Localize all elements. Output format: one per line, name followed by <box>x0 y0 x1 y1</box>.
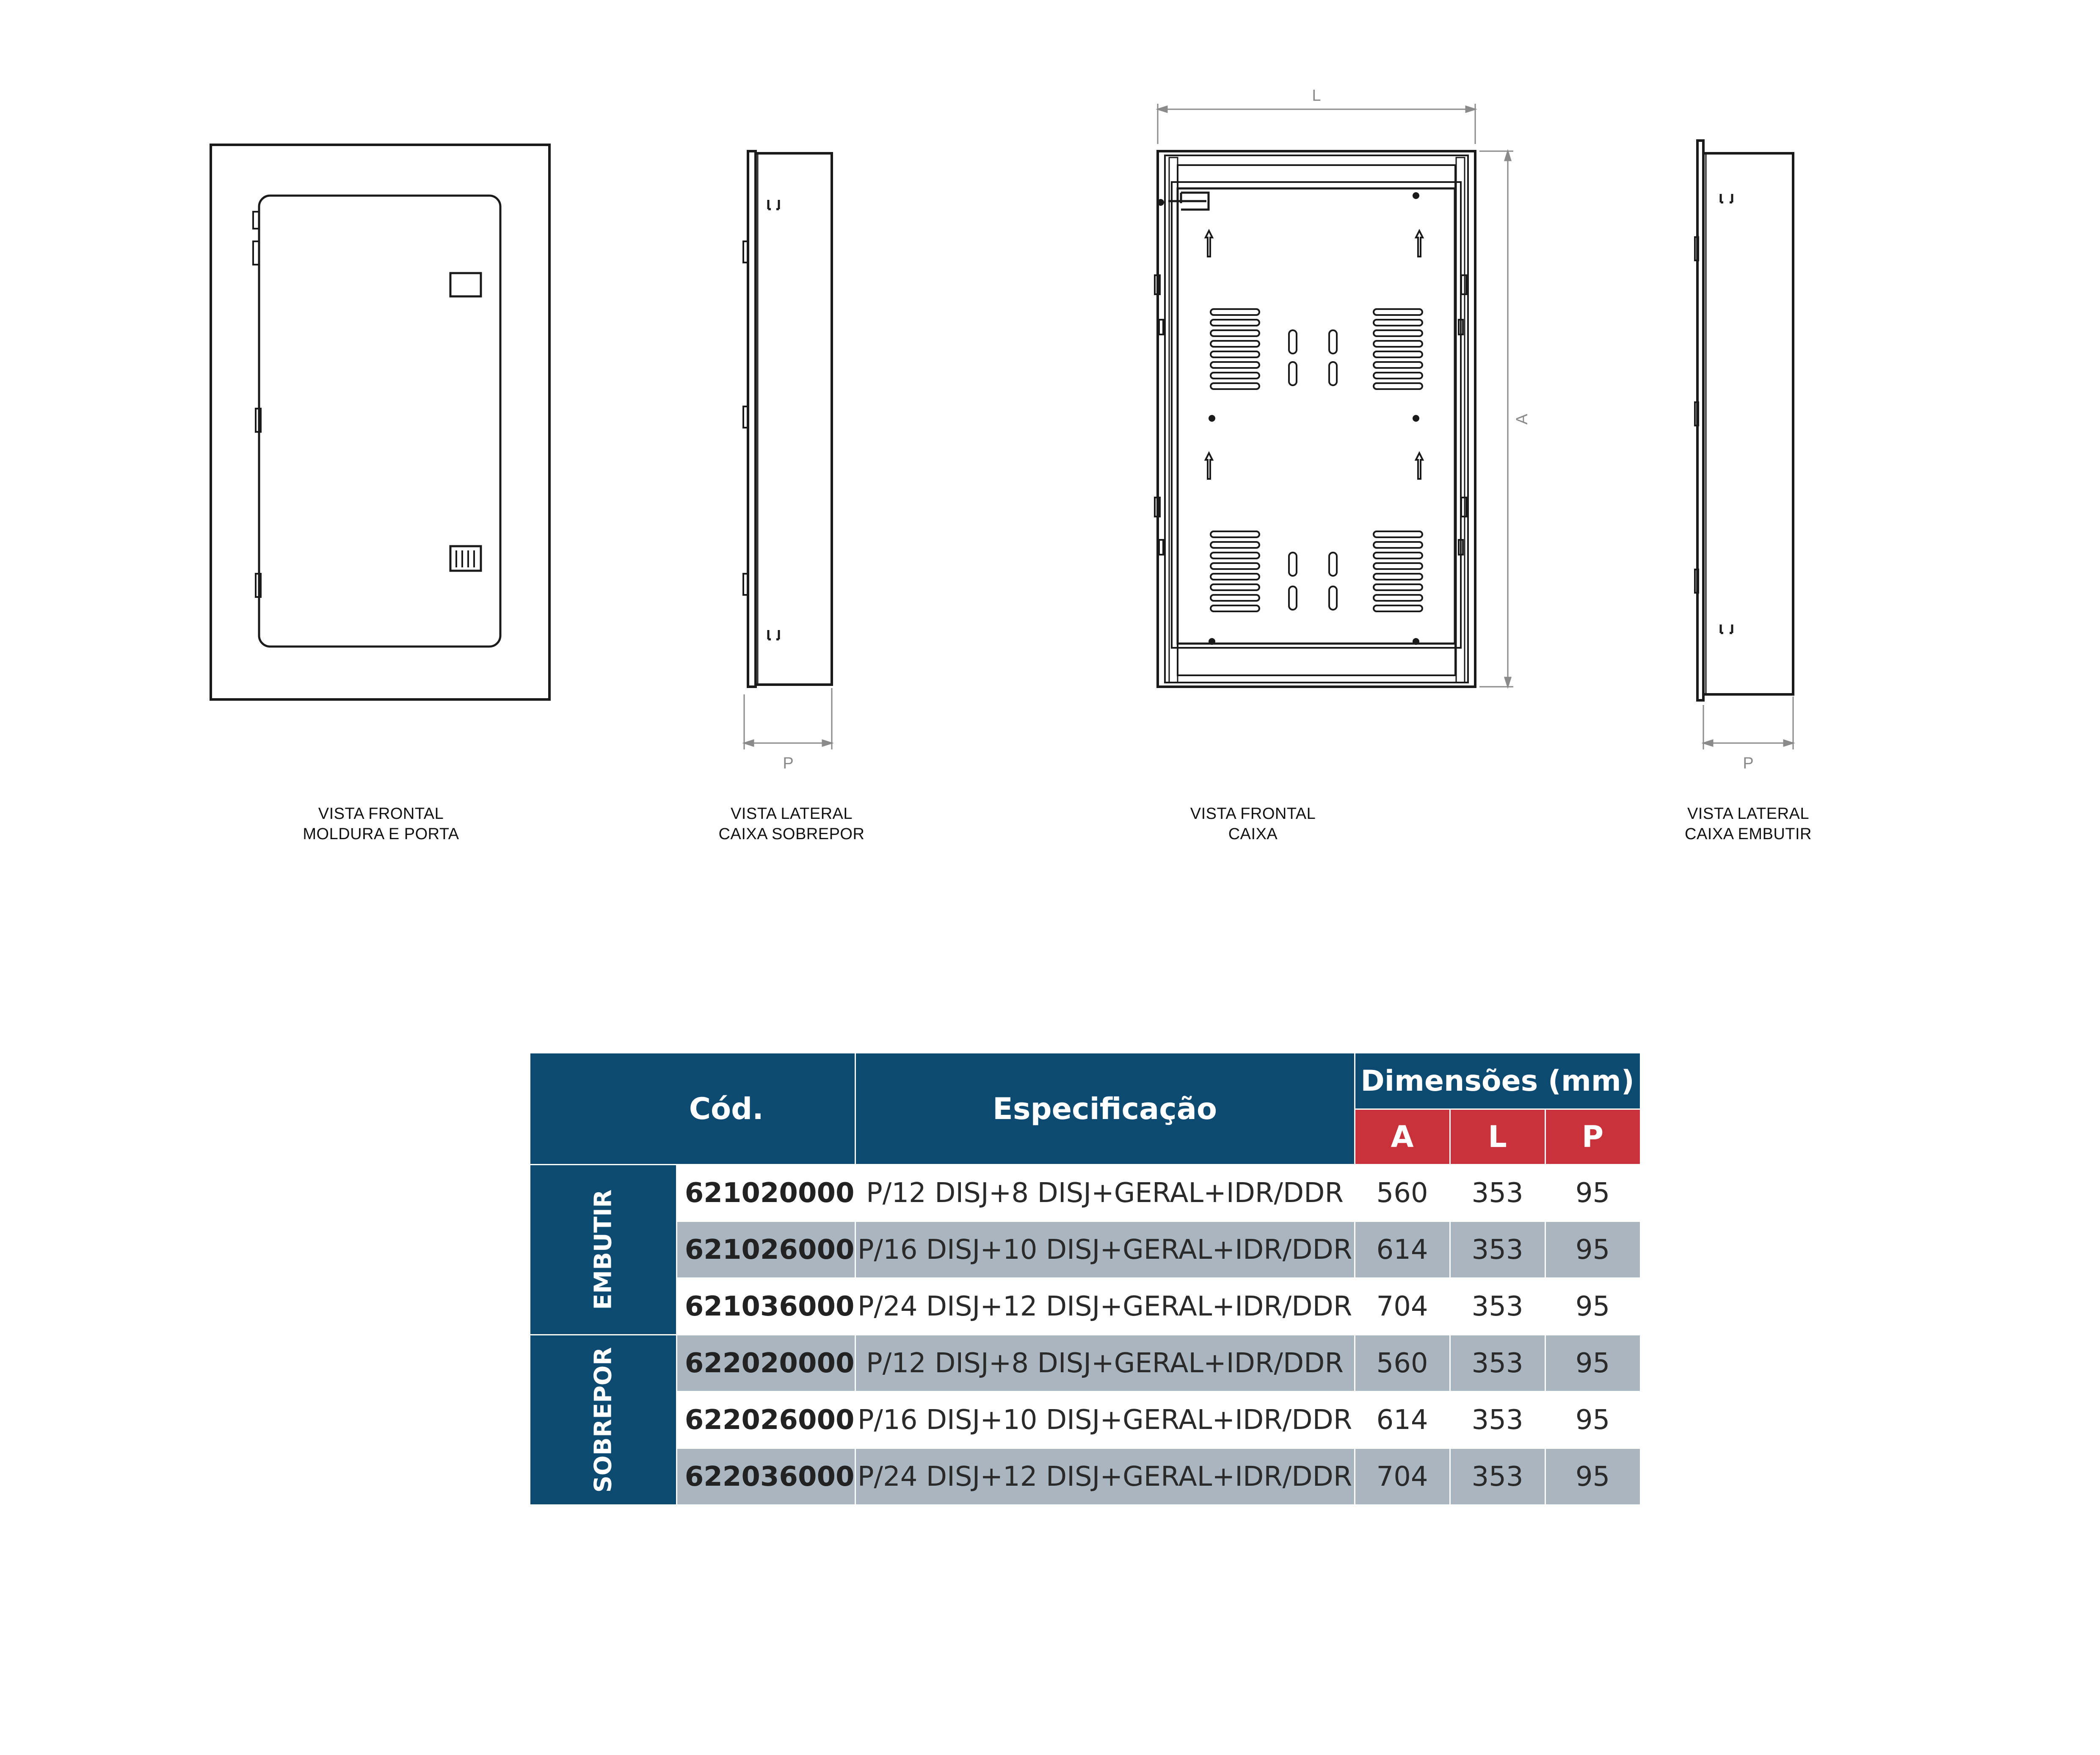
spec-cell: P/12 DISJ+8 DISJ+GERAL+IDR/DDR <box>855 1165 1355 1222</box>
caption-line-1: VISTA FRONTAL <box>1190 805 1316 823</box>
dimension-label-depth-flush: P <box>1743 755 1754 772</box>
group-label-embutir <box>530 1165 677 1335</box>
code-cell: 622020000 <box>676 1335 855 1392</box>
side-view-flush-box <box>1695 141 1793 700</box>
spec-cell: P/24 DISJ+12 DISJ+GERAL+IDR/DDR <box>855 1448 1355 1505</box>
header-dimensions: Dimensões (mm) <box>1355 1053 1640 1109</box>
a-cell: 614 <box>1355 1222 1450 1278</box>
group-label-sobrepor <box>530 1335 677 1505</box>
spec-cell: P/16 DISJ+10 DISJ+GERAL+IDR/DDR <box>855 1392 1355 1448</box>
caption-front-frame-door <box>254 804 508 844</box>
header-l: L <box>1450 1109 1545 1165</box>
group-label-text: EMBUTIR <box>589 1189 617 1310</box>
caption-line-2: MOLDURA E PORTA <box>303 825 459 843</box>
l-cell: 353 <box>1450 1335 1545 1392</box>
a-cell: 560 <box>1355 1335 1450 1392</box>
dimension-lines <box>744 104 1793 749</box>
caption-line-2: CAIXA EMBUTIR <box>1685 825 1812 843</box>
spec-cell: P/12 DISJ+8 DISJ+GERAL+IDR/DDR <box>855 1335 1355 1392</box>
caption-side-flush <box>1621 804 1875 844</box>
side-view-surface-box <box>743 151 832 687</box>
caption-side-surface <box>665 804 919 844</box>
spec-cell: P/24 DISJ+12 DISJ+GERAL+IDR/DDR <box>855 1278 1355 1335</box>
dimension-label-depth-surface: P <box>783 755 794 772</box>
l-cell: 353 <box>1450 1392 1545 1448</box>
table-row <box>530 1222 1641 1278</box>
a-cell: 560 <box>1355 1165 1450 1222</box>
table-row <box>530 1392 1641 1448</box>
dimension-label-height: A <box>1513 414 1531 425</box>
code-cell: 622026000 <box>676 1392 855 1448</box>
a-cell: 704 <box>1355 1448 1450 1505</box>
p-cell: 95 <box>1545 1165 1640 1222</box>
p-cell: 95 <box>1545 1335 1640 1392</box>
group-label-text: SOBREPOR <box>589 1347 617 1493</box>
a-cell: 614 <box>1355 1392 1450 1448</box>
caption-line-1: VISTA LATERAL <box>730 805 853 823</box>
caption-line-1: VISTA LATERAL <box>1687 805 1810 823</box>
caption-line-2: CAIXA SOBREPOR <box>718 825 865 843</box>
l-cell: 353 <box>1450 1222 1545 1278</box>
front-view-box <box>1155 151 1475 687</box>
code-cell: 621026000 <box>676 1222 855 1278</box>
header-code: Cód. <box>530 1053 855 1165</box>
l-cell: 353 <box>1450 1448 1545 1505</box>
table-row <box>530 1165 1641 1222</box>
spec-cell: P/16 DISJ+10 DISJ+GERAL+IDR/DDR <box>855 1222 1355 1278</box>
p-cell: 95 <box>1545 1392 1640 1448</box>
specification-table <box>529 1052 1641 1506</box>
a-cell: 704 <box>1355 1278 1450 1335</box>
header-spec: Especificação <box>855 1053 1355 1165</box>
p-cell: 95 <box>1545 1222 1640 1278</box>
header-p: P <box>1545 1109 1640 1165</box>
code-cell: 621036000 <box>676 1278 855 1335</box>
l-cell: 353 <box>1450 1165 1545 1222</box>
p-cell: 95 <box>1545 1278 1640 1335</box>
code-cell: 621020000 <box>676 1165 855 1222</box>
caption-line-2: CAIXA <box>1228 825 1278 843</box>
caption-front-box <box>1126 804 1380 844</box>
table-row <box>530 1448 1641 1505</box>
table-row <box>530 1278 1641 1335</box>
caption-line-1: VISTA FRONTAL <box>318 805 444 823</box>
l-cell: 353 <box>1450 1278 1545 1335</box>
table-row <box>530 1335 1641 1392</box>
dimension-label-width: L <box>1312 87 1321 105</box>
header-a: A <box>1355 1109 1450 1165</box>
front-view-frame-door <box>211 145 549 699</box>
code-cell: 622036000 <box>676 1448 855 1505</box>
p-cell: 95 <box>1545 1448 1640 1505</box>
